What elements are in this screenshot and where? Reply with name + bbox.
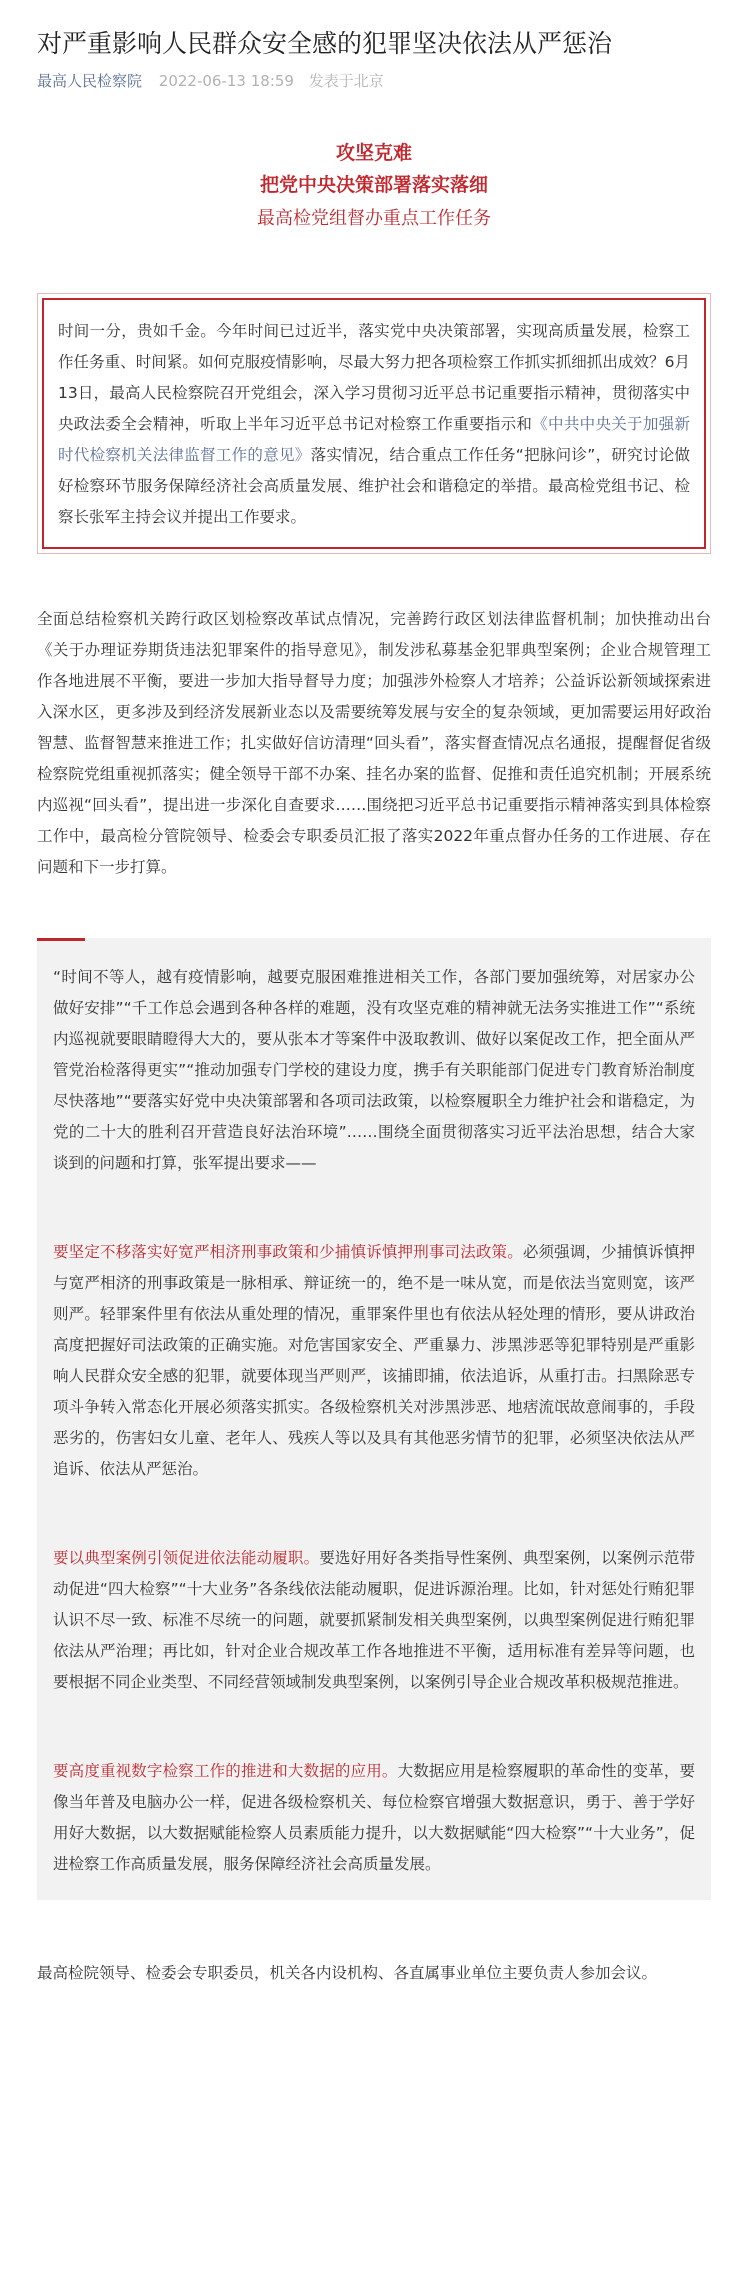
header-line-1: 攻坚克难 <box>335 142 412 164</box>
publish-location: 发表于北京 <box>308 72 384 90</box>
requirement-body-1: 必须强调，少捕慎诉慎押与宽严相济的刑事政策是一脉相承、辩证统一的，绝不是一味从宽，而是依法当宽则宽，该严则严。轻罪案件里有依法从重处理的情况，重罪案件里也有依法从轻处理的情形，要从讲政治高度把握好司法政策的正确实施。对危害国家安全、严重暴力、涉黑涉恶等犯罪特别是严重影响人民群众安全感的犯罪，就要体现当严则严，该捕即捕，依法追诉，从重打击。扫黑除恶专项斗争转入常态化开展必须落实抓实。各级检察机关对涉黑涉恶、地痞流氓故意闹事的，手段恶劣的，伤害妇女儿童、老年人、残疾人等以及具有其他恶劣情节的犯罪，必须坚决依法从严追诉、依法从严惩治。 <box>53 1243 695 1478</box>
requirement-lead-3: 要高度重视数字检察工作的推进和大数据的应用。 <box>53 1762 398 1780</box>
header-line-2: 把党中央决策部署落实落细 <box>259 174 488 196</box>
account-name-link[interactable]: 最高人民检察院 <box>37 72 143 90</box>
requirement-lead-1: 要坚定不移落实好宽严相济刑事政策和少捕慎诉慎押刑事司法政策。 <box>53 1243 523 1261</box>
quote-section <box>37 938 711 1900</box>
intro-document-link[interactable]: 《中共中央关于加强新时代检察机关法律监督工作的意见》 <box>58 415 690 464</box>
accent-line <box>37 938 85 941</box>
intro-text-before: 时间一分，贵如千金。今年时间已过近半，落实党中央决策部署，实现高质量发展，检察工作任务重、时间紧。如何克服疫情影响，尽最大努力把各项检察工作抓实抓细抓出成效？6月13日，最高人民检察院召开党组会，深入学习贯彻习近平总书记重要指示精神，贯彻落实中央政法委全会精神，听取上半年习近平总书记对检察工作重要指示和 <box>58 322 690 433</box>
article-title: 对严重影响人民群众安全感的犯罪坚决依法从严惩治 <box>37 29 613 58</box>
header-line-3: 最高检党组督办重点工作任务 <box>257 208 491 229</box>
closing-paragraph: 最高检院领导、检委会专职委员，机关各内设机构、各直属事业单位主要负责人参加会议。 <box>37 1964 658 1982</box>
publish-time: 2022-06-13 18:59 <box>158 72 294 90</box>
section-header <box>37 137 711 237</box>
intro-box <box>37 293 711 554</box>
requirement-paragraph-1 <box>53 1237 695 1485</box>
requirement-body-2: 要选好用好各类指导性案例、典型案例，以案例示范带动促进“四大检察”“十大业务”各条线依法能动履职，促进诉源治理。比如，针对惩处行贿犯罪认识不尽一致、标准不尽统一的问题，就要抓紧制发相关典型案例，以典型案例促进行贿犯罪依法从严治理；再比如，针对企业合规改革工作各地推进不平衡，适用标准有差异等问题，也要根据不同企业类型、不同经营领域制发典型案例，以案例引导企业合规改革积极规范推进。 <box>53 1549 695 1691</box>
requirement-lead-2: 要以典型案例引领促进依法能动履职。 <box>53 1549 320 1567</box>
requirement-paragraph-3 <box>53 1756 695 1880</box>
intro-paragraph <box>42 298 706 549</box>
summary-paragraph: 全面总结检察机关跨行政区划检察改革试点情况，完善跨行政区划法律监督机制；加快推动出台《关于办理证券期货违法犯罪案件的指导意见》，制发涉私募基金犯罪典型案例；企业合规管理工作各地进展不平衡，要进一步加大指导督导力度；加强涉外检察人才培养；公益诉讼新领域探索进入深水区，更多涉及到经济发展新业态以及需要统筹发展与安全的复杂领域，更加需要运用好政治智慧、监督智慧来推进工作；扎实做好信访清理“回头看”，落实督查情况点名通报，提醒督促省级检察院党组重视抓落实；健全领导干部不办案、挂名办案的监督、促推和责任追究机制；开展系统内巡视“回头看”，提出进一步深化自查要求……围绕把习近平总书记重要指示精神落实到具体检察工作中，最高检分管院领导、检委会专职委员汇报了落实2022年重点督办任务的工作进展、存在问题和下一步打算。 <box>37 610 711 876</box>
intro-text-after: 落实情况，结合重点工作任务“把脉问诊”，研究讨论做好检察环节服务保障经济社会高质量发展、维护社会和谐稳定的举措。最高检党组书记、检察长张军主持会议并提出工作要求。 <box>58 446 690 526</box>
article-meta <box>37 70 711 92</box>
quote-paragraph: “时间不等人，越有疫情影响，越要克服困难推进相关工作，各部门要加强统筹，对居家办公做好安排”“千工作总会遇到各种各样的难题，没有攻坚克难的精神就无法务实推进工作”“系统内巡视就要眼睛瞪得大大的，要从张本才等案件中汲取教训、做好以案促改工作，把全面从严管党治检落得更实”“推动加强专门学校的建设力度，携手有关职能部门促进专门教育矫治制度尽快落地”“要落实好党中央决策部署和各项司法政策，以检察履职全力维护社会和谐稳定，为党的二十大的胜利召开营造良好法治环境”……围绕全面贯彻落实习近平法治思想，结合大家谈到的问题和打算，张军提出要求—— <box>53 968 695 1172</box>
requirement-paragraph-2 <box>53 1543 695 1698</box>
requirement-body-3: 大数据应用是检察履职的革命性的变革，要像当年普及电脑办公一样，促进各级检察机关、每位检察官增强大数据意识，勇于、善于学好用好大数据，以大数据赋能检察人员素质能力提升，以大数据赋能“四大检察”“十大业务”，促进检察工作高质量发展，服务保障经济社会高质量发展。 <box>53 1762 695 1873</box>
